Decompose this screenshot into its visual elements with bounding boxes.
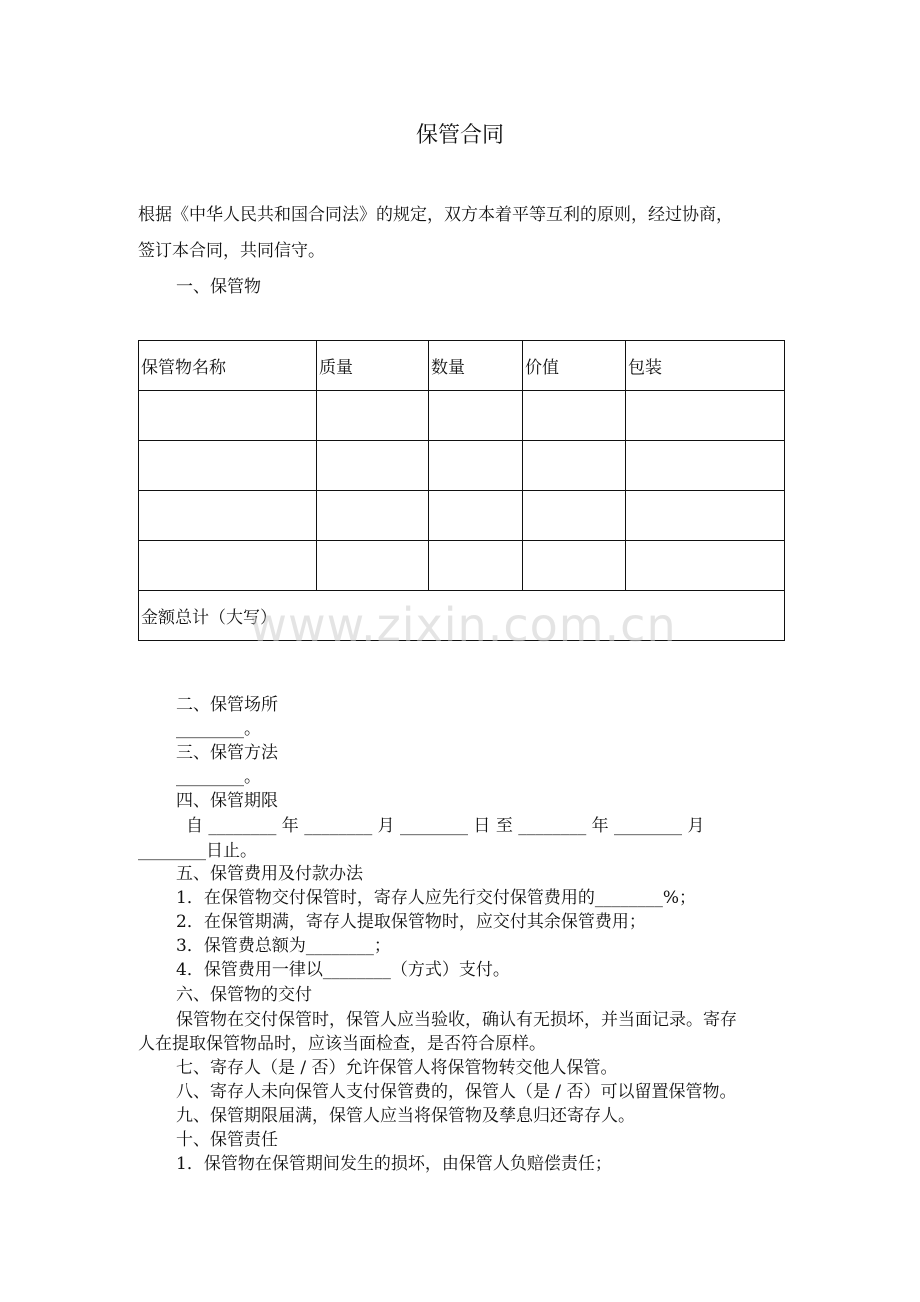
table-row bbox=[139, 491, 785, 541]
table-cell[interactable] bbox=[317, 541, 429, 591]
table-cell[interactable] bbox=[139, 491, 317, 541]
section-7-clause: 七、寄存人（是 / 否）允许保管人将保管物转交他人保管。 bbox=[176, 1058, 618, 1078]
intro-line-2: 签订本合同，共同信守。 bbox=[138, 241, 325, 261]
section-9-clause: 九、保管期限届满，保管人应当将保管物及孳息归还寄存人。 bbox=[176, 1106, 635, 1126]
period-line-1: 自 ________ 年 ________ 月 ________ 日 至 ________ 年 ________ 月 bbox=[186, 816, 705, 836]
document-title: 保管合同 bbox=[415, 123, 504, 148]
section-1-heading: 一、保管物 bbox=[176, 277, 261, 297]
table-cell[interactable] bbox=[626, 441, 785, 491]
table-row bbox=[139, 541, 785, 591]
table-cell[interactable] bbox=[626, 491, 785, 541]
section-3-blank: ________。 bbox=[176, 767, 261, 787]
table-cell[interactable] bbox=[429, 391, 523, 441]
watermark: www.zixin.com.cn bbox=[249, 598, 677, 652]
header-cell-name: 保管物名称 bbox=[139, 341, 317, 391]
intro-line-1: 根据《中华人民共和国合同法》的规定，双方本着平等互利的原则，经过协商， bbox=[138, 205, 733, 225]
fee-clause-2: 2．在保管期满，寄存人提取保管物时，应交付其余保管费用； bbox=[176, 912, 646, 932]
header-cell-quality: 质量 bbox=[317, 341, 429, 391]
table-cell[interactable] bbox=[139, 391, 317, 441]
section-10-heading: 十、保管责任 bbox=[176, 1130, 278, 1150]
table-cell[interactable] bbox=[626, 541, 785, 591]
table-cell[interactable] bbox=[317, 441, 429, 491]
table-cell[interactable] bbox=[523, 441, 626, 491]
header-cell-value: 价值 bbox=[523, 341, 626, 391]
section-5-heading: 五、保管费用及付款办法 bbox=[176, 864, 363, 884]
section-2-blank: ________。 bbox=[176, 719, 261, 739]
table-row bbox=[139, 391, 785, 441]
table-cell[interactable] bbox=[523, 391, 626, 441]
table-cell[interactable] bbox=[429, 441, 523, 491]
delivery-line-1: 保管物在交付保管时，保管人应当验收，确认有无损坏，并当面记录。寄存 bbox=[176, 1010, 737, 1030]
section-6-heading: 六、保管物的交付 bbox=[176, 985, 312, 1005]
fee-clause-1: 1．在保管物交付保管时，寄存人应先行交付保管费用的________%； bbox=[176, 888, 696, 908]
fee-clause-3: 3．保管费总额为________； bbox=[176, 936, 391, 956]
delivery-line-2: 人在提取保管物品时，应该当面检查，是否符合原样。 bbox=[138, 1034, 546, 1054]
table-cell[interactable] bbox=[429, 541, 523, 591]
table-cell[interactable] bbox=[317, 491, 429, 541]
table-cell[interactable] bbox=[429, 491, 523, 541]
header-cell-quantity: 数量 bbox=[429, 341, 523, 391]
header-cell-packaging: 包装 bbox=[626, 341, 785, 391]
table-header-row bbox=[139, 341, 785, 391]
table-cell[interactable] bbox=[523, 541, 626, 591]
total-amount-cell: 金额总计（大写） bbox=[139, 591, 785, 641]
fee-clause-4: 4．保管费用一律以________（方式）支付。 bbox=[176, 960, 510, 980]
section-3-heading: 三、保管方法 bbox=[176, 743, 278, 763]
section-2-heading: 二、保管场所 bbox=[176, 695, 278, 715]
section-4-heading: 四、保管期限 bbox=[176, 791, 278, 811]
table-row bbox=[139, 441, 785, 491]
table-cell[interactable] bbox=[523, 491, 626, 541]
table-cell[interactable] bbox=[317, 391, 429, 441]
goods-table bbox=[138, 340, 785, 641]
liability-clause-1: 1．保管物在保管期间发生的损坏，由保管人负赔偿责任； bbox=[176, 1154, 612, 1174]
period-line-2: ________日止。 bbox=[138, 841, 257, 861]
table-cell[interactable] bbox=[139, 541, 317, 591]
table-cell[interactable] bbox=[626, 391, 785, 441]
section-8-clause: 八、寄存人未向保管人支付保管费的，保管人（是 / 否）可以留置保管物。 bbox=[176, 1082, 737, 1102]
table-cell[interactable] bbox=[139, 441, 317, 491]
